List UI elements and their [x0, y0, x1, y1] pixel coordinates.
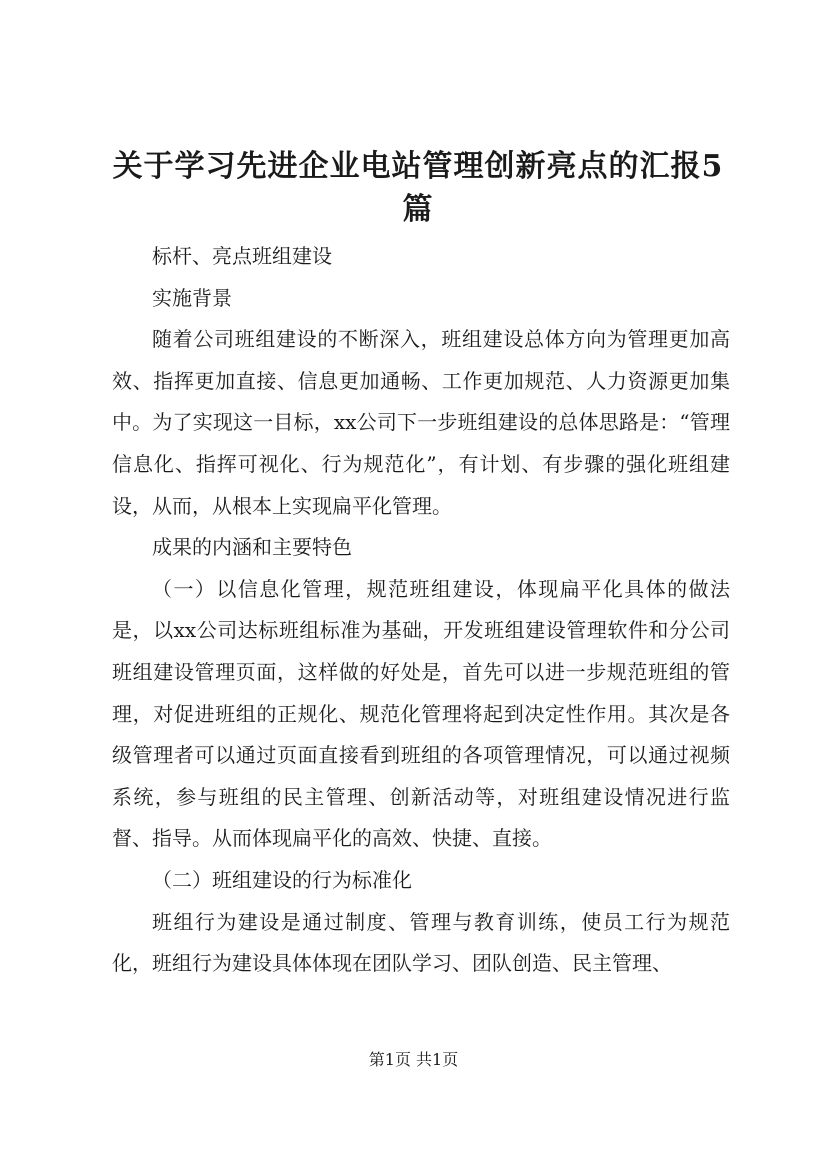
paragraph-heading-benchmark: 标杆、亮点班组建设 — [152, 244, 332, 268]
paragraph-behavior-text: 班组行为建设是通过制度、管理与教育训练，使员工行为规范化，班组行为建设具体体现在团队学习、团队创造、民主管理、 — [112, 909, 730, 976]
paragraph-informatization: （一）以信息化管理，规范班组建设，体现扁平化具体的做法是，以xx公司达标班组标准为基础，开发班组建设管理软件和分公司班组建设管理页面，这样做的好处是，首先可以进一步规范班组的管理，对促进班组的正规化、规范化管理将起到决定性作用。其次是各级管理者可以通过页面直接看到班组的各项管理情况，可以通过视频系统，参与班组的民主管理、创新活动等，对班组建设情况进行监督、指导。从而体现扁平化的高效、快捷、直接。 — [112, 576, 730, 851]
document-body — [112, 236, 730, 985]
page-footer: 第1页 共1页 — [368, 1050, 459, 1069]
paragraph-background-text: 随着公司班组建设的不断深入，班组建设总体方向为管理更加高效、指挥更加直接、信息更加通畅、工作更加规范、人力资源更加集中。为了实现这一目标，xx公司下一步班组建设的总体思路是：“管理信息化、指挥可视化、行为规范化”，有计划、有步骤的强化班组建设，从而，从根本上实现扁平化管理。 — [112, 327, 730, 518]
paragraph-heading-standardization: （二）班组建设的行为标准化 — [152, 867, 412, 892]
paragraph-heading-background: 实施背景 — [152, 285, 232, 310]
paragraph-heading-features: 成果的内涵和主要特色 — [152, 535, 352, 560]
document-title: 关于学习先进企业电站管理创新亮点的汇报5篇 — [112, 149, 724, 227]
